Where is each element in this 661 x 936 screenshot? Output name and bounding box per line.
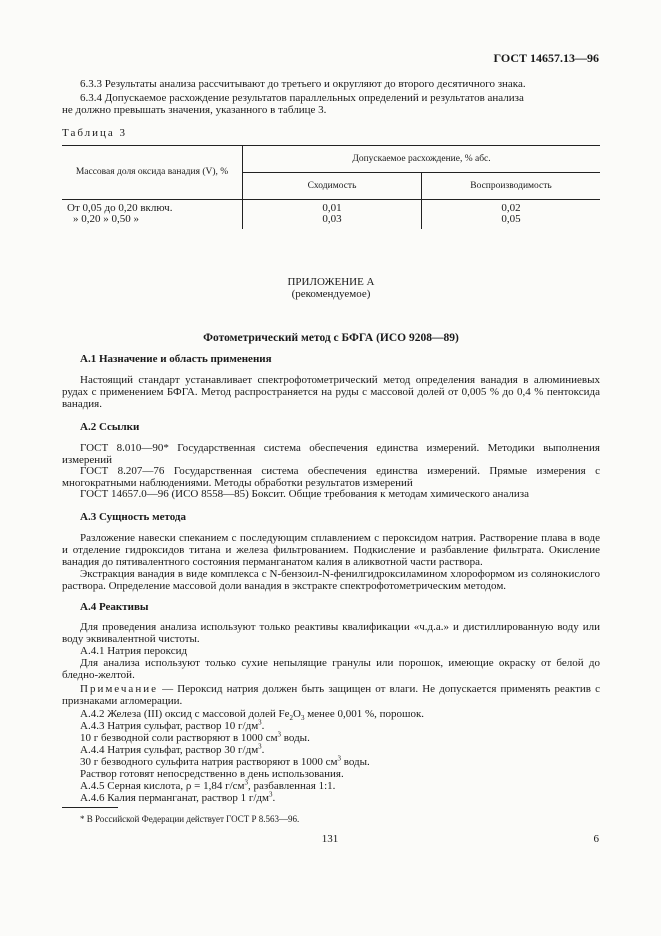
reagent-a4-6: А.4.6 Калия перманганат, раствор 1 $г/дм^3$. bbox=[80, 790, 276, 804]
reference-gost-8-207: ГОСТ 8.207—76 Государственная система обеспечения единства измерений. Прямые измерения с многократными наблюдениями. Методы обработки результатов измерений bbox=[62, 465, 600, 489]
section-a3-paragraph: Экстракция ванадия в виде комплекса с N-бензоил-N-фенилгидроксиламином хлороформом из солянокислого раствора. Определение массовой доли ванадия в экстракте спектрофотометрическим методом. bbox=[62, 568, 600, 592]
reagent-a4-1-text: Для анализа используют только сухие непылящие гранулы или порошок, имеющие окраску от белой до бледно-желтой. bbox=[62, 657, 600, 681]
reproducibility-cell: 0,02 bbox=[501, 202, 521, 214]
note-paragraph bbox=[62, 683, 600, 707]
table-row bbox=[62, 200, 600, 230]
method-title: Фотометрический метод с БФГА (ИСО 9208—89) bbox=[203, 332, 459, 344]
section-heading-a2: А.2 Ссылки bbox=[80, 421, 140, 433]
reagent-a4-3-line: 10 г безводной соли растворяют в 1000 $см^3$ воды. bbox=[80, 730, 310, 744]
col-group-header: Допускаемое расхождение, % абс. bbox=[243, 146, 601, 173]
section-a1-text: Настоящий стандарт устанавливает спектрофотометрический метод определения ванадия в алюминиевых рудах с применением БФГА. Метод распространяется на руды с массовой долей от 0,005 % до 0,4 % пентоксида ванадия. bbox=[62, 374, 600, 410]
appendix-title: ПРИЛОЖЕНИЕ А bbox=[287, 276, 375, 288]
reference-gost-8-010: ГОСТ 8.010—90* Государственная система обеспечения единства измерений. Методики выполнения измерений bbox=[62, 442, 600, 466]
note-text: — Пероксид натрия должен быть защищен от влаги. Не допускается применять реактив с признаками агломерации. bbox=[62, 683, 600, 707]
footnote: * В Российской Федерации действует ГОСТ Р 8.563—96. bbox=[80, 814, 300, 824]
paragraph-6-3-3: 6.3.3 Результаты анализа рассчитывают до третьего и округляют до второго десятичного знака. bbox=[80, 78, 526, 90]
reference-gost-14657-0: ГОСТ 14657.0—96 (ИСО 8558—85) Боксит. Общие требования к методам химического анализа bbox=[80, 488, 530, 500]
reagent-a4-1: А.4.1 Натрия пероксид bbox=[80, 645, 188, 657]
section-heading-a1: А.1 Назначение и область применения bbox=[80, 353, 272, 365]
sheet-number: 6 bbox=[593, 833, 599, 845]
reagent-a4-4-note: Раствор готовят непосредственно в день использования. bbox=[80, 768, 344, 780]
col-header-mass-fraction: Массовая доля оксида ванадия (V), % bbox=[62, 146, 243, 200]
standard-code: ГОСТ 14657.13—96 bbox=[493, 51, 599, 65]
page-number: 131 bbox=[321, 833, 339, 845]
section-a4-intro: Для проведения анализа используют только реактивы квалификации «ч.д.а.» и дистиллированную воду или воду эквивалентной чистоты. bbox=[62, 621, 600, 645]
note-label: Примечание bbox=[80, 683, 158, 695]
section-heading-a4: А.4 Реактивы bbox=[80, 601, 149, 613]
reagent-a4-5: А.4.5 Серная кислота, ρ = 1,84 $г/см^3$, разбавленная 1:1. bbox=[80, 778, 336, 792]
range-cell: От 0,05 до 0,20 включ. bbox=[67, 202, 173, 214]
footnote-divider bbox=[62, 807, 118, 808]
convergence-cell: 0,01 bbox=[322, 202, 342, 214]
col-header-reproducibility: Воспроизводимость bbox=[422, 173, 601, 200]
section-a3-paragraph: Разложение навески спеканием с последующим сплавлением с пероксидом натрия. Растворение плава в воде и отделение гидроксидов титана и железа фильтрованием. Подкисление и разбавление фильтрата. Окисление ванадия до пятивалентного состояния перманганатом калия в аликвотной части раствора. bbox=[62, 532, 600, 568]
section-heading-a3: А.3 Сущность метода bbox=[80, 511, 186, 523]
col-header-convergence: Сходимость bbox=[243, 173, 422, 200]
appendix-subtitle: (рекомендуемое) bbox=[291, 288, 371, 300]
reproducibility-cell: 0,05 bbox=[501, 213, 521, 225]
reagent-a4-2: А.4.2 Железа (III) оксид с массовой долей $Fe_2O_3$ менее 0,001 %, порошок. bbox=[80, 708, 425, 723]
reagent-a4-3: А.4.3 Натрия сульфат, раствор 10 $г/дм^3$. bbox=[80, 718, 265, 732]
paragraph-6-3-4-cont: не должно превышать значения, указанного в таблице 3. bbox=[62, 104, 327, 116]
paragraph-6-3-4: 6.3.4 Допускаемое расхождение результатов параллельных определений и результатов анализа bbox=[80, 92, 524, 104]
range-cell: » 0,20 » 0,50 » bbox=[73, 213, 139, 225]
reagent-a4-4: А.4.4 Натрия сульфат, раствор 30 $г/дм^3$. bbox=[80, 742, 265, 756]
convergence-cell: 0,03 bbox=[322, 213, 342, 225]
reagent-a4-4-line: 30 г безводного сульфита натрия растворяют в 1000 $см^3$ воды. bbox=[80, 754, 370, 768]
table-caption: Таблица 3 bbox=[62, 127, 128, 139]
data-table bbox=[62, 145, 600, 229]
